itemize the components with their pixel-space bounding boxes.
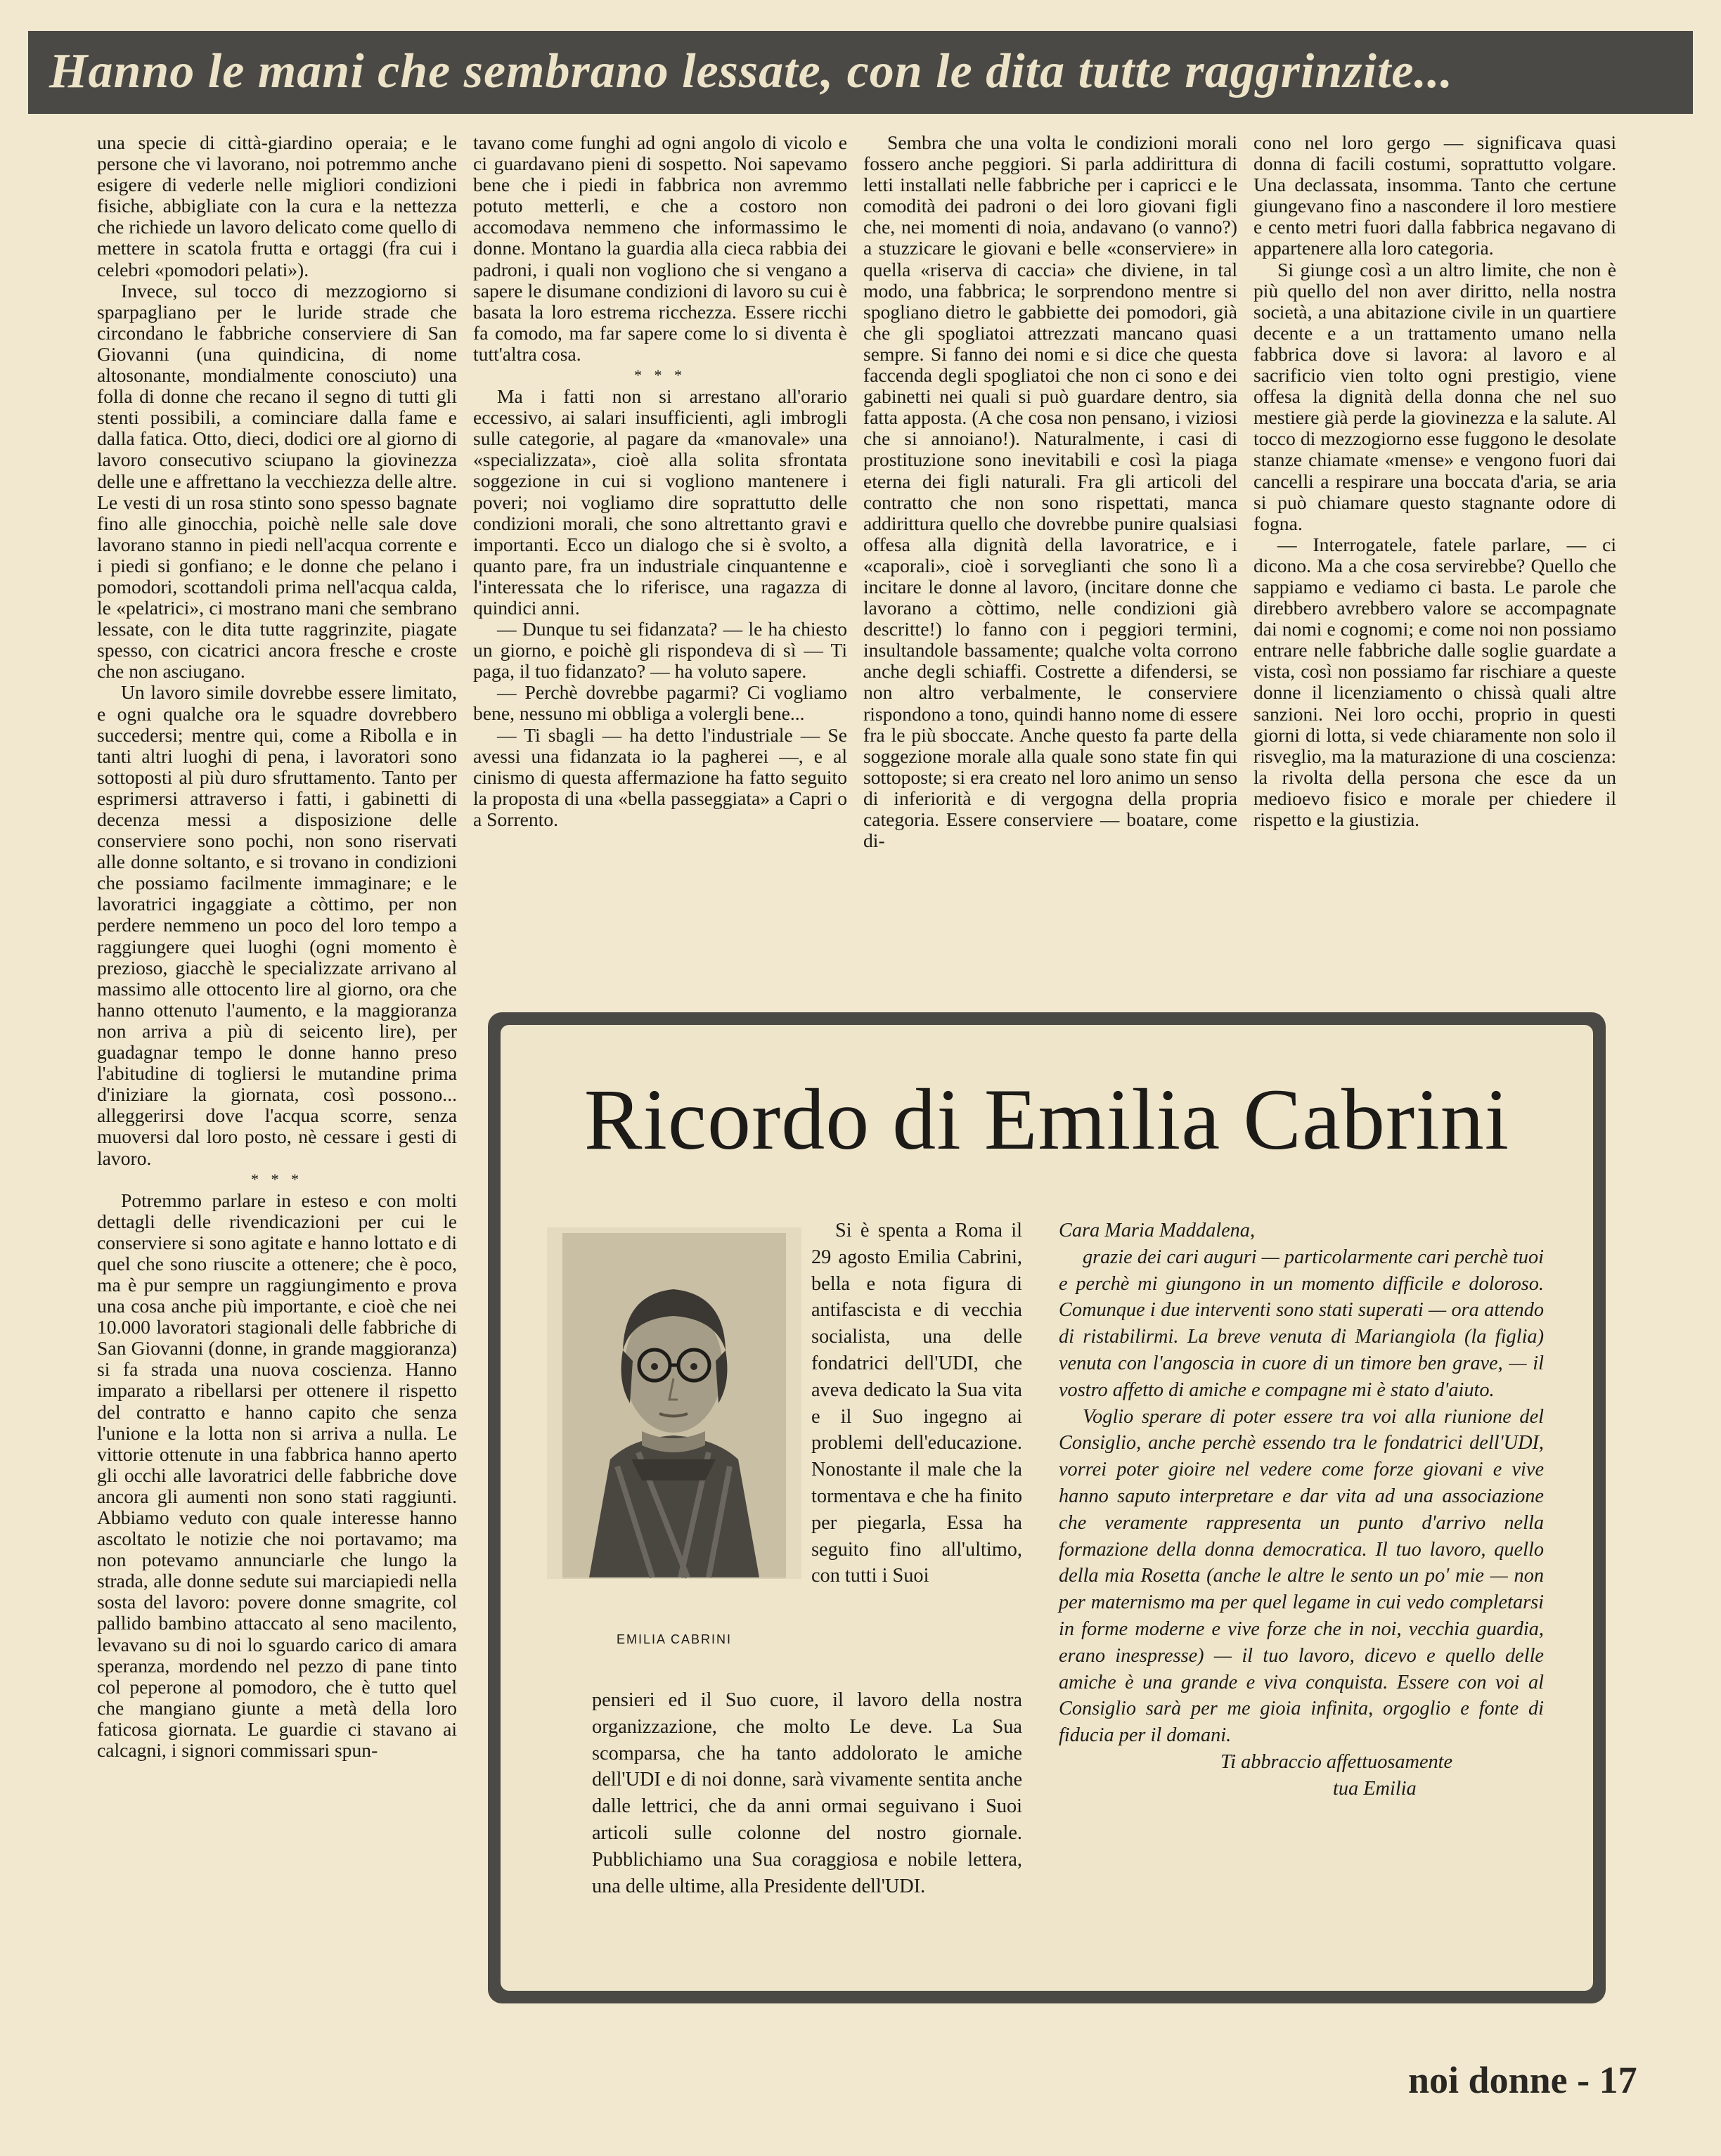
- memorial-title: Ricordo di Emilia Cabrini: [584, 1071, 1510, 1168]
- paragraph: pensieri ed il Suo cuore, il lavoro della nostra organizzazione, che molto Le deve. La Sua scomparsa, che ha tanto addolorato le amiche dell'UDI e di noi donne, sarà vivamente sentita anche dalle lettrici, che da anni ormai seguivano i Suoi articoli sulle colonne del nostro giornale. Pubblichiamo una Sua coraggiosa e nobile lettera, una delle ultime, alla Presidente dell'UDI.: [592, 1689, 1022, 1897]
- paragraph: cono nel loro gergo — significava quasi donna di facili costumi, soprattutto volgare. Una declassata, insomma. Tanto che certune giungevano fino a nascondere il loro mestiere e cento metri fuori dalla fabbrica negavano di appartenere alla loro categoria.: [1253, 131, 1616, 259]
- memorial-box-inner: [501, 1025, 1593, 1991]
- letter-signature: tua Emilia: [1333, 1777, 1417, 1800]
- paragraph: tavano come funghi ad ogni angolo di vicolo e ci guardavano pieni di sospetto. Noi sapevamo bene che i piedi in fabbrica non avremmo potuto metterli, e che a costoro non accomodava nemmeno che informassimo le donne. Montano la guardia alla cieca rabbia dei padroni, i quali non vogliono che si vengano a sapere le disumane condizioni di lavoro su cui è basata la loro estrema ricchezza. Essere ricchi fa comodo, ma far sapere come lo si diventa è tutt'altra cosa.: [473, 131, 847, 365]
- paragraph: Invece, sul tocco di mezzogiorno si sparpagliano per le luride strade che circondano le fabbriche conserviere di San Giovanni (una quindicina, di nome altosonante, mondialmente conosciuto) una folla di donne che recano il segno di tutti gli stenti possibili, a cominciare dalla fame e dalla fatica. Otto, dieci, dodici ore al giorno di lavoro consecutivo sciupano la giovinezza delle une e affrettano la vecchiezza delle altre. Le vesti di un rosa stinto sono spesso bagnate fino alle ginocchia, poichè nelle sale dove lavorano stanno in piedi nell'acqua corrente e i piedi si gonfiano; e le donne che pelano i pomodori, scottandoli prima nell'acqua calda, le «pelatrici», ci mostrano mani che sembrano lessate, con le dita tutte raggrinzite, piagate spesso, con cicatrici ancora fresche e croste che non asciugano.: [97, 279, 457, 683]
- headline-banner: [28, 31, 1693, 114]
- obituary-text-bottom: [592, 1687, 1022, 1899]
- page-footer: [1408, 2057, 1661, 2106]
- section-break: * * *: [251, 1170, 303, 1188]
- paragraph: — Interrogatele, fatele parlare, — ci dicono. Ma a che cosa servirebbe? Quello che sappiamo e vediamo ci basta. Le parole che direbbero avrebbero valore se accompagnate dai nomi e cognomi; e come noi non possiamo entrare nelle fabbriche dalle soglie guardate a vista, così non possiamo far rischiare a queste donne il licenziamento o chissà quali altre sanzioni. Nei loro occhi, proprio in questi giorni di lotta, si vede chiaramente non solo il risveglio, ma la maturazione di una coscienza: la rivolta della persona che esce da un medioevo fisico e morale per chiedere il rispetto e la giustizia.: [1253, 533, 1616, 830]
- article-column-4: [1253, 132, 1616, 830]
- paragraph: Un lavoro simile dovrebbe essere limitato, e ogni qualche ora le squadre dovrebbero succedersi; mentre qui, come a Ribolla e in tanti altri luoghi di pena, i lavoratori sono sottoposti al più duro sfruttamento. Tanto per esprimersi attraverso i fatti, i gabinetti di decenza messi a disposizione delle conserviere sono pochi, non sono riservati alle donne soltanto, e si trovano in condizioni che possiamo facilmente immaginare; e le lavoratrici ingaggiate a còttimo, per non perdere nemmeno un poco del loro tempo a raggiungere quei luoghi (ogni momento è prezioso, giacchè le specializzate arrivano al massimo alle ottocento lire al giorno, ora che hanno ottenuto l'aumento, e la maggioranza non arriva a più di seicento lire), per guadagnar tempo le donne hanno preso l'abitudine di togliersi le mutandine prima d'iniziare la giornata, così possono... alleggerirsi dove l'acqua scorre, senza muoversi dal loro posto, nè cessare i gesti di lavoro.: [97, 681, 457, 1169]
- article-column-3: [863, 132, 1237, 851]
- letter-text: [1059, 1218, 1544, 1802]
- letter-paragraph: grazie dei cari auguri — particolarmente cari perchè tuoi e perchè mi giungono in un momento difficile e doloroso. Comunque i due interventi sono stati superati — ora attendo di ristabilirmi. La breve venuta di Mariangiola (la figlia) venuta con l'angoscia in cuore di un timore ben grave, — il vostro affetto di amiche e compagne mi è stato d'aiuto.: [1059, 1246, 1544, 1401]
- letter-salutation: Cara Maria Maddalena,: [1059, 1220, 1256, 1241]
- footer-separator: -: [1567, 2059, 1599, 2101]
- page-number: 17: [1599, 2059, 1637, 2101]
- paragraph: Potremmo parlare in esteso e con molti dettagli delle rivendicazioni per cui le conserviere si sono agitate e hanno lottato e di quel che sono riuscite a ottenere; che è poco, ma è pur sempre un raggiungimento e prova una cosa anche più importante, e cioè che nei 10.000 lavoratori stagionali delle fabbriche di San Giovanni (donne, in grande maggioranza) si fa strada una nuova coscienza. Hanno imparato a ribellarsi per ottenere il rispetto del contratto e hanno capito che senza l'unione e la lotta non si arriva a nulla. Le vittorie ottenute in una fabbrica hanno aperto gli occhi alle lavoratrici delle fabbriche dove ancora gli aumenti non sono stati raggiunti. Abbiamo veduto con quale interesse hanno ascoltato le notizie che noi portavamo; ma non potevamo annunciarle che lungo la strada, alle donne sedute sui marciapiedi nella sosta del lavoro: povere donne smagrite, col pallido bambino attaccato al seno macilento, levavano su di noi lo sguardo carico di amara speranza, mordendo nel pezzo di pane tinto col peperone al pomodoro, che è tutto quel che mangiano giunte a metà della loro faticosa giornata. Le guardie ci stavano ai calcagni, i signori commissari spun-: [97, 1189, 457, 1762]
- letter-paragraph: Voglio sperare di poter essere tra voi alla riunione del Consiglio, anche perchè essendo tra le fondatrici dell'UDI, vorrei poter gioire nel vedere come forze giovani e vive hanno saputo interpretare e dar vita ad una associazione che veramente rappresenta un punto d'arrivo nella formazione della donna democratica. Il tuo lavoro, quello della mia Rosetta (anche le altre le sento un po' mie — non per maternismo ma per quel legame in cui vedo completarsi in forme moderne e vive forze che in noi, vecchia guardia, erano inespresse) — il tuo lavoro, dicevo e quello delle amiche è una grande e viva conquista. Essere con voi al Consiglio sarà per me gioia infinita, orgoglio e fonte di fiducia per il domani.: [1059, 1405, 1544, 1747]
- paragraph: Si giunge così a un altro limite, che non è più quello del non aver diritto, nella nostra società, a una abitazione civile in un quartiere decente e a un trattamento umano nella fabbrica dove si lavora: al lavoro e al sacrificio vien tolto ogni prestigio, viene offesa la dignità della donna che nel suo mestiere già perde la giovinezza e la salute. Al tocco di mezzogiorno esse fuggono le desolate stanze chiamate «mense» e vengono fuori dai cancelli a respirare una boccata d'aria, se aria si può chiamare questo stagnante odore di fogna.: [1253, 258, 1616, 534]
- paragraph: Ma i fatti non si arrestano all'orario eccessivo, ai salari insufficienti, agli imbrogli sulle categorie, al pagare da «manovale» una «specializzata», cioè alla solita sfrontata soggezione in cui si vogliono mantenere i poveri; noi vogliamo dire soprattutto delle condizioni morali, che sono altrettanto gravi e importanti. Ecco un dialogo che si è svolto, a quanto pare, fra un industriale cinquantenne e l'interessata che lo riferisce, una ragazza di quindici anni.: [473, 385, 847, 619]
- portrait-illustration: [547, 1227, 801, 1579]
- paragraph: — Dunque tu sei fidanzata? — le ha chiesto un giorno, e poichè gli rispondeva di sì — Ti paga, il tuo fidanzato? — ha voluto sapere.: [473, 618, 847, 683]
- section-break: * * *: [634, 366, 686, 385]
- article-column-1: [97, 132, 457, 1761]
- letter-closing: Ti abbraccio affettuosamente: [1220, 1750, 1453, 1773]
- article-column-2: [473, 132, 847, 830]
- paragraph: — Ti sbagli — ha detto l'industriale — Se avessi una fidanzata io la pagherei —, e al cinismo di questa affermazione ha fatto seguito la proposta di una «bella passeggiata» a Capri o a Sorrento.: [473, 723, 847, 830]
- memorial-box: [488, 1012, 1606, 2003]
- paragraph: — Perchè dovrebbe pagarmi? Ci vogliamo bene, nessuno mi obbliga a volergli bene...: [473, 681, 847, 725]
- photo-caption: EMILIA CABRINI: [616, 1632, 733, 1646]
- paragraph: Sembra che una volta le condizioni morali fossero anche peggiori. Si parla addirittura di letti installati nelle fabbriche per i capricci e le comodità dei padroni o dei loro giovani figli che, nei momenti di noia, andavano (o vanno?) a stuzzicare le giovani e belle «conserviere» in quella «riserva di caccia» che diviene, in tal modo, una fabbrica; le sorprendono mentre si spogliano dietro le gabbiette dei pomodori, già che gli spogliatoi attrezzati mancano quasi sempre. Si fanno dei nomi e si dice che questa faccenda degli spogliatoi che non ci sono e dei gabinetti nei quali si può guardare dentro, sia fatta apposta. (A che cosa non pensano, i viziosi che si annoiano!). Naturalmente, i casi di prostituzione sono inevitabili e così la piaga eterna dei figli naturali. Fra gli articoli del contratto che non sono rispettati, manca addirittura quello che dovrebbe punire qualsiasi offesa alla dignità della lavoratrice, e i «caporali», cioè i sorveglianti che sono lì a incitare le donne al lavoro, (incitare donne che lavorano a còttimo, nelle condizioni già descritte!) lo fanno con i peggiori termini, insultandole bassamente; qualche volta corrono anche degli schiaffi. Costrette a difendersi, se non altro verbalmente, le conserviere rispondono a tono, quindi hanno nome di essere fra le più sboccate. Anche questo fa parte della soggezione morale alla quale sono state fin qui sottoposte; si era creato nel loro animo un senso di inferiorità e di vergogna della propria categoria. Essere conserviere — boatare, come di-: [863, 131, 1237, 852]
- magazine-name: noi donne: [1408, 2059, 1568, 2101]
- paragraph: una specie di città-giardino operaia; e le persone che vi lavorano, noi potremmo anche esigere di vederle nelle migliori condizioni fisiche, abbigliate con la cura e la nettezza che richiede un lavoro delicato come quello di mettere in scatola frutta e ortaggi (fra cui i celebri «pomodori pelati»).: [97, 131, 457, 280]
- headline: Hanno le mani che sembrano lessate, con le dita tutte raggrinzite...: [49, 44, 1453, 98]
- portrait-photo: [547, 1227, 801, 1646]
- paragraph: Si è spenta a Roma il 29 agosto Emilia Cabrini, bella e nota figura di antifascista e di vecchia socialista, una delle fondatrici dell'UDI, che aveva dedicato la Sua vita e il Suo ingegno ai problemi dell'educazione. Nonostante il male che la tormentava e che ha finito per piegarla, Essa ha seguito fino all'ultimo, con tutti i Suoi: [811, 1220, 1022, 1587]
- obituary-text-top: [811, 1218, 1022, 1589]
